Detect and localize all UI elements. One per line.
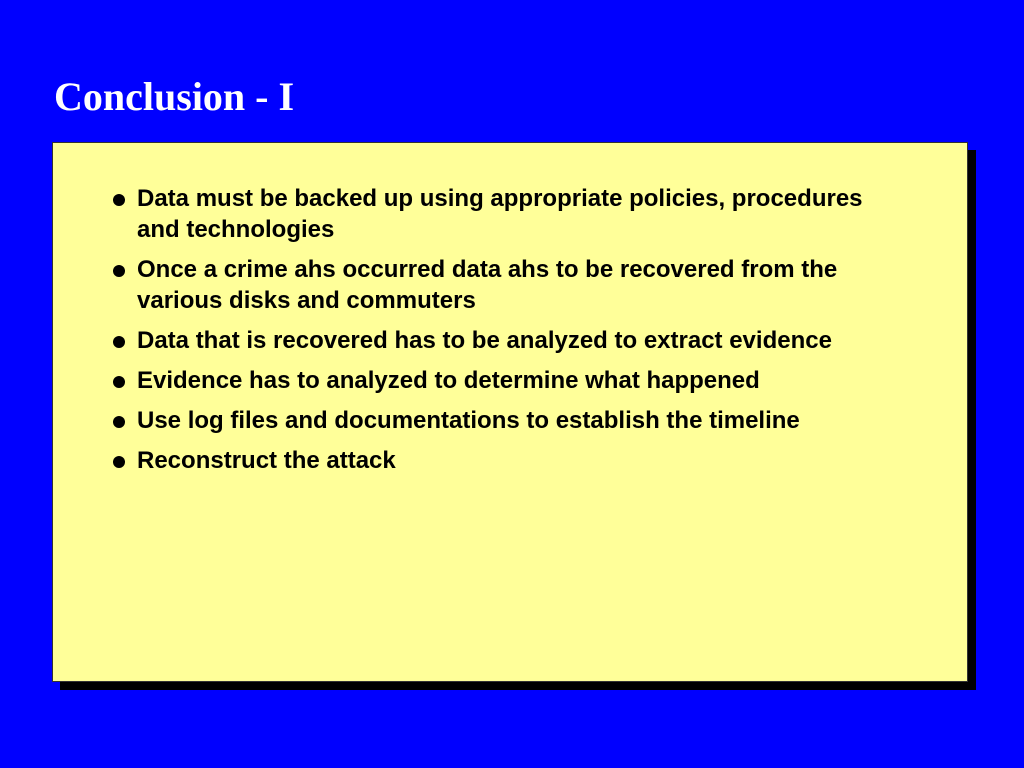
bullet-dot-icon xyxy=(113,336,125,348)
bullet-dot-icon xyxy=(113,194,125,206)
bullet-text: Once a crime ahs occurred data ahs to be recovered from the various disks and commuters xyxy=(137,256,838,314)
bullet-item xyxy=(112,405,872,436)
bullet-item xyxy=(112,445,872,476)
bullet-item xyxy=(112,325,872,356)
bullet-item xyxy=(112,183,872,245)
slide-title: Conclusion - I xyxy=(54,74,295,119)
bullet-dot-icon xyxy=(113,456,125,468)
bullet-text: Data must be backed up using appropriate policies, procedures and technologies xyxy=(137,185,863,243)
bullet-list xyxy=(112,183,872,485)
bullet-item xyxy=(112,365,872,396)
bullet-dot-icon xyxy=(113,416,125,428)
bullet-text: Evidence has to analyzed to determine what happened xyxy=(137,367,760,394)
bullet-dot-icon xyxy=(113,265,125,277)
bullet-text: Data that is recovered has to be analyzed to extract evidence xyxy=(137,327,832,354)
bullet-text: Use log files and documentations to establish the timeline xyxy=(137,407,800,434)
bullet-text: Reconstruct the attack xyxy=(137,447,396,474)
bullet-dot-icon xyxy=(113,376,125,388)
bullet-item xyxy=(112,254,872,316)
